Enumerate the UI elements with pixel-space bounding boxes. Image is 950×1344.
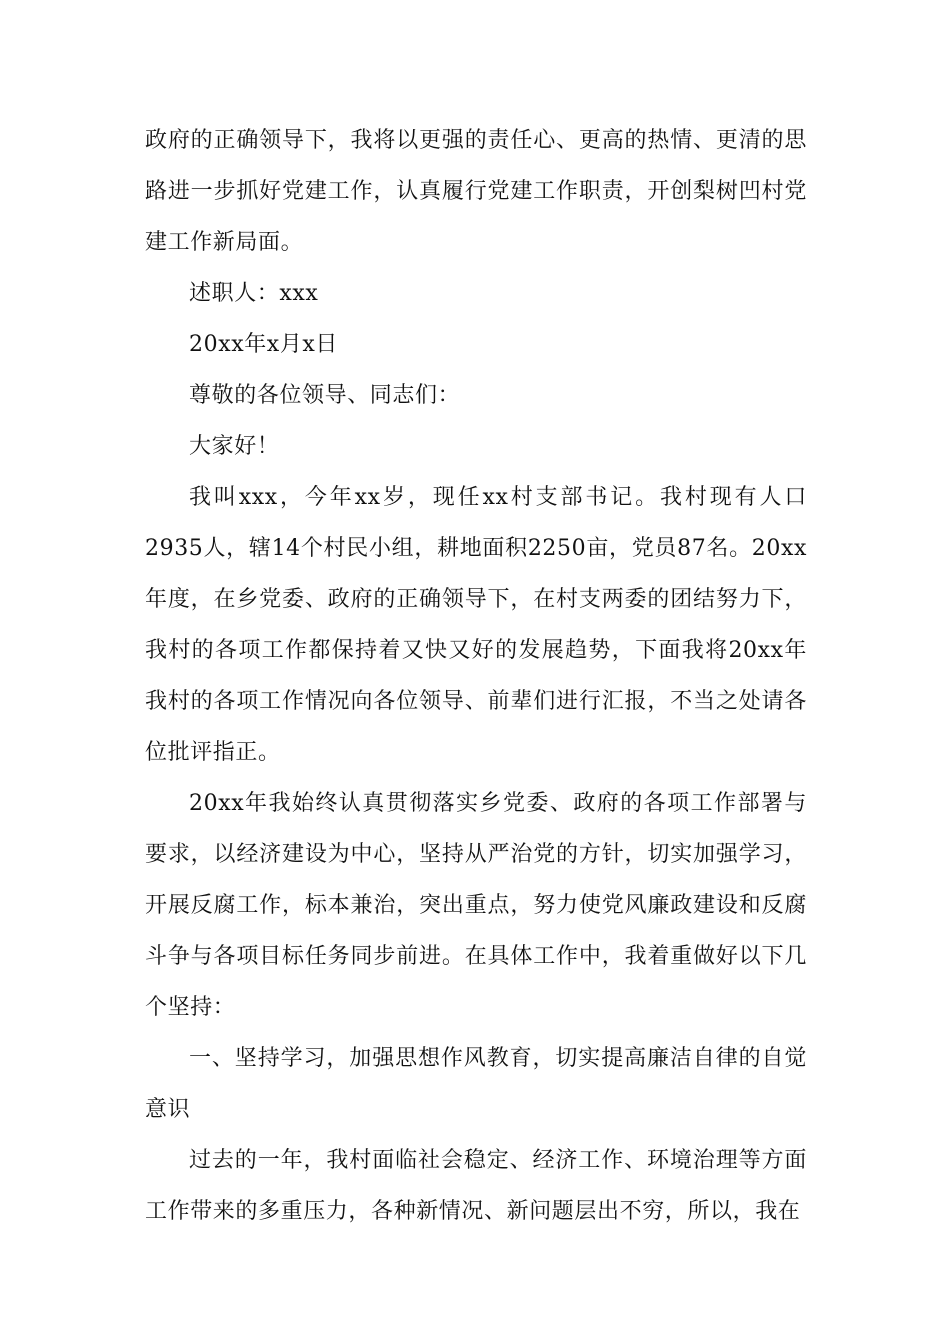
section-heading-1: 一、坚持学习，加强思想作风教育，切实提高廉洁自律的自觉意识 [145, 1046, 807, 1122]
reporter-line: 述职人：xxx [189, 281, 319, 306]
document-body [145, 115, 807, 1237]
date-line: 20xx年x月x日 [189, 332, 339, 357]
paragraph-section-1: 过去的一年，我村面临社会稳定、经济工作、环境治理等方面工作带来的多重压力，各种新情况、新问题层出不穷，所以，我在 [145, 1148, 807, 1224]
paragraph-continuation: 政府的正确领导下，我将以更强的责任心、更高的热情、更清的思路进一步抓好党建工作，认真履行党建工作职责，开创梨树凹村党建工作新局面。 [145, 128, 807, 255]
paragraph-overview: 20xx年我始终认真贯彻落实乡党委、政府的各项工作部署与要求，以经济建设为中心，坚持从严治党的方针，切实加强学习，开展反腐工作，标本兼治，突出重点，努力使党风廉政建设和反腐斗争与各项目标任务同步前进。在具体工作中，我着重做好以下几个坚持： [145, 791, 807, 1020]
greeting: 大家好！ [189, 434, 280, 459]
salutation: 尊敬的各位领导、同志们： [189, 383, 461, 408]
paragraph-introduction: 我叫xxx，今年xx岁，现任xx村支部书记。我村现有人口2935人，辖14个村民小组，耕地面积2250亩，党员87名。20xx年度，在乡党委、政府的正确领导下，在村支两委的团结努力下，我村的各项工作都保持着又快又好的发展趋势，下面我将20xx年我村的各项工作情况向各位领导、前辈们进行汇报，不当之处请各位批评指正。 [145, 485, 807, 765]
